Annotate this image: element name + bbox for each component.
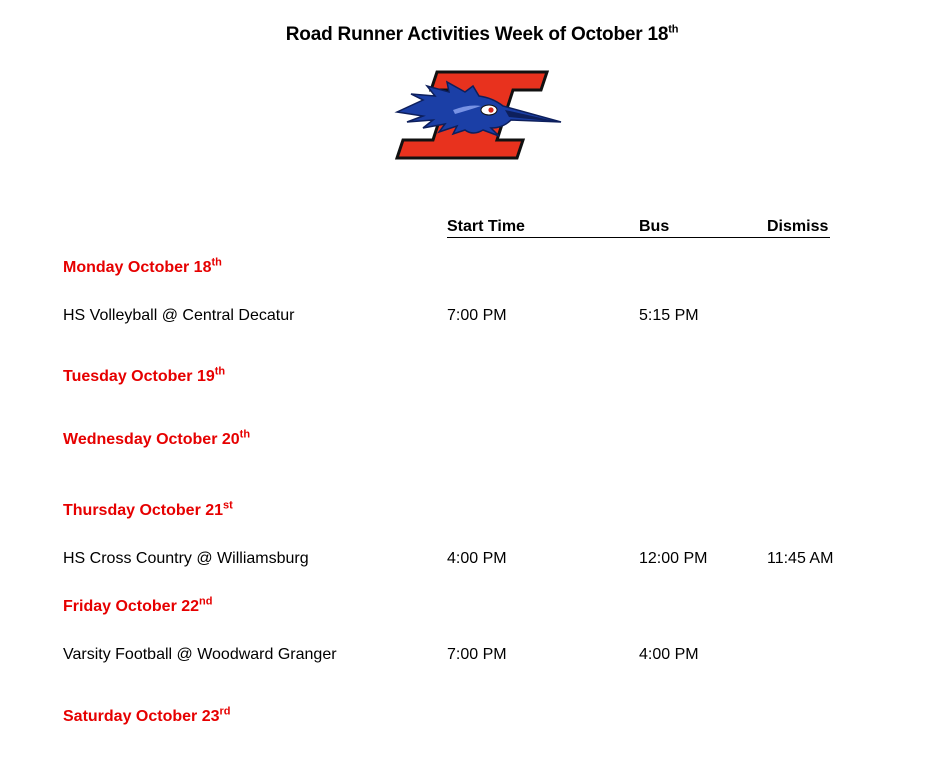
road-runner-logo-icon [393,70,563,162]
day-heading-saturday [63,705,231,726]
day-heading-label: Saturday October 23 [63,708,220,725]
day-heading-suffix: rd [219,705,231,718]
day-heading-monday [63,256,222,277]
event-bus-time: 5:15 PM [639,307,699,324]
header-underline [447,237,830,238]
column-header-bus: Bus [639,218,670,235]
event-start-time: 7:00 PM [447,307,507,324]
event-name: HS Cross Country @ Williamsburg [63,550,309,567]
column-header-start-time: Start Time [447,218,525,235]
logo-pupil [488,107,493,112]
page-title-text: Road Runner Activities Week of October 18 [285,24,669,45]
day-heading-label: Monday October 18 [63,259,212,276]
event-start-time: 7:00 PM [447,646,507,663]
column-header-dismiss: Dismiss [767,218,829,235]
day-heading-label: Tuesday October 19 [63,368,215,385]
event-bus-time: 4:00 PM [639,646,699,663]
event-name: Varsity Football @ Woodward Granger [63,646,337,663]
day-heading-wednesday [63,428,251,449]
day-heading-suffix: nd [199,595,213,608]
page-title [0,24,944,46]
event-start-time: 4:00 PM [447,550,507,567]
day-heading-label: Thursday October 21 [63,502,224,519]
day-heading-thursday [63,499,233,520]
day-heading-label: Friday October 22 [63,598,200,615]
day-heading-suffix: th [211,256,222,269]
event-name: HS Volleyball @ Central Decatur [63,307,295,324]
day-heading-suffix: th [239,428,251,441]
event-dismiss-time: 11:45 AM [767,550,834,567]
day-heading-suffix: st [223,499,233,512]
day-heading-label: Wednesday October 20 [63,431,240,448]
page-title-suffix: th [668,23,679,36]
day-heading-suffix: th [214,365,226,378]
day-heading-friday [63,595,213,616]
event-bus-time: 12:00 PM [639,550,708,567]
day-heading-tuesday [63,365,226,386]
